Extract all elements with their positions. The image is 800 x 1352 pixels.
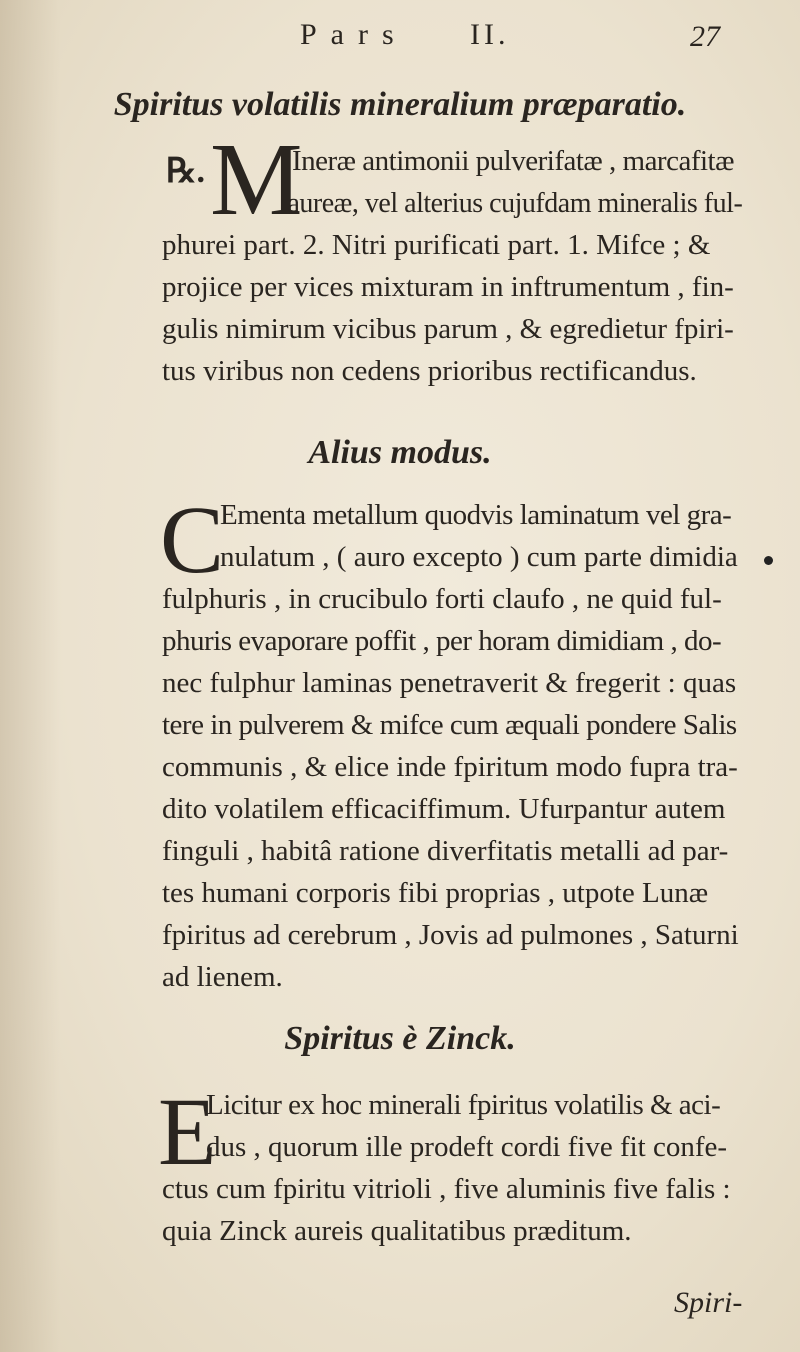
text-line: nec fulphur laminas penetraverit & fregerit : quas <box>162 667 737 699</box>
catchword: Spiri- <box>674 1286 743 1319</box>
text-line: Licitur ex hoc minerali fpiritus volatilis & aci- <box>206 1089 721 1121</box>
text-line: phurei part. 2. Nitri purificati part. 1. Mifce ; & <box>162 229 711 261</box>
paragraph-section1 <box>162 122 743 392</box>
text-line: projice per vices mixturam in inftrumentum , fin- <box>162 271 734 303</box>
paragraph-section2 <box>160 486 742 998</box>
text-line: dito volatilem efficaciffimum. Ufurpantur autem <box>162 793 726 825</box>
drop-cap-e: E <box>158 1078 217 1185</box>
text-line: ctus cum fpiritu vitrioli , five aluminis five falis : <box>162 1173 731 1205</box>
text-line: tere in pulverem & mifce cum æquali pondere Salis <box>162 709 737 741</box>
text-line: gulis nimirum vicibus parum , & egredietur fpiri- <box>162 313 734 345</box>
text-line: ad lienem. <box>162 961 283 993</box>
text-line: nulatum , ( auro excepto ) cum parte dimidia <box>220 541 738 573</box>
section-heading-alius-modus: Alius modus. <box>308 434 492 471</box>
text-line: fulphuris , in crucibulo forti claufo , ne quid ful- <box>162 583 722 615</box>
ink-speck <box>764 556 773 565</box>
page-number: 27 <box>690 20 720 53</box>
paragraph-section3 <box>162 1084 742 1252</box>
text-line: fpiritus ad cerebrum , Jovis ad pulmones , Saturni <box>162 919 739 951</box>
running-head-part: II. <box>470 18 510 51</box>
section-heading-spiritus-volatilis: Spiritus volatilis mineralium præparatio. <box>113 86 687 123</box>
text-line: quia Zinck aureis qualitatibus præditum. <box>162 1215 632 1247</box>
text-line: communis , & elice inde fpiritum modo fupra tra- <box>162 751 738 783</box>
text-line: tus viribus non cedens prioribus rectificandus. <box>162 355 697 387</box>
text-line: Ineræ antimonii pulverifatæ , marcafitæ <box>292 145 734 177</box>
gutter-shadow <box>0 0 60 1352</box>
text-line: tes humani corporis fibi proprias , utpote Lunæ <box>162 877 709 909</box>
drop-cap-c: C <box>160 486 225 593</box>
drop-cap-m: M <box>210 122 303 237</box>
section-heading-spiritus-e-zinck: Spiritus è Zinck. <box>284 1020 516 1057</box>
running-head-title: Pars <box>300 18 408 51</box>
text-line: aureæ, vel alterius cujufdam mineralis ful- <box>287 187 743 219</box>
running-head <box>0 14 800 58</box>
recipe-sign: ℞. <box>166 153 205 190</box>
text-line: dus , quorum ille prodeft cordi five fit confe- <box>206 1131 728 1163</box>
text-line: finguli , habitâ ratione diverfitatis metalli ad par- <box>162 835 729 867</box>
text-line: phuris evaporare poffit , per horam dimidiam , do- <box>162 625 722 657</box>
text-line: Ementa metallum quodvis laminatum vel gra- <box>220 499 732 531</box>
